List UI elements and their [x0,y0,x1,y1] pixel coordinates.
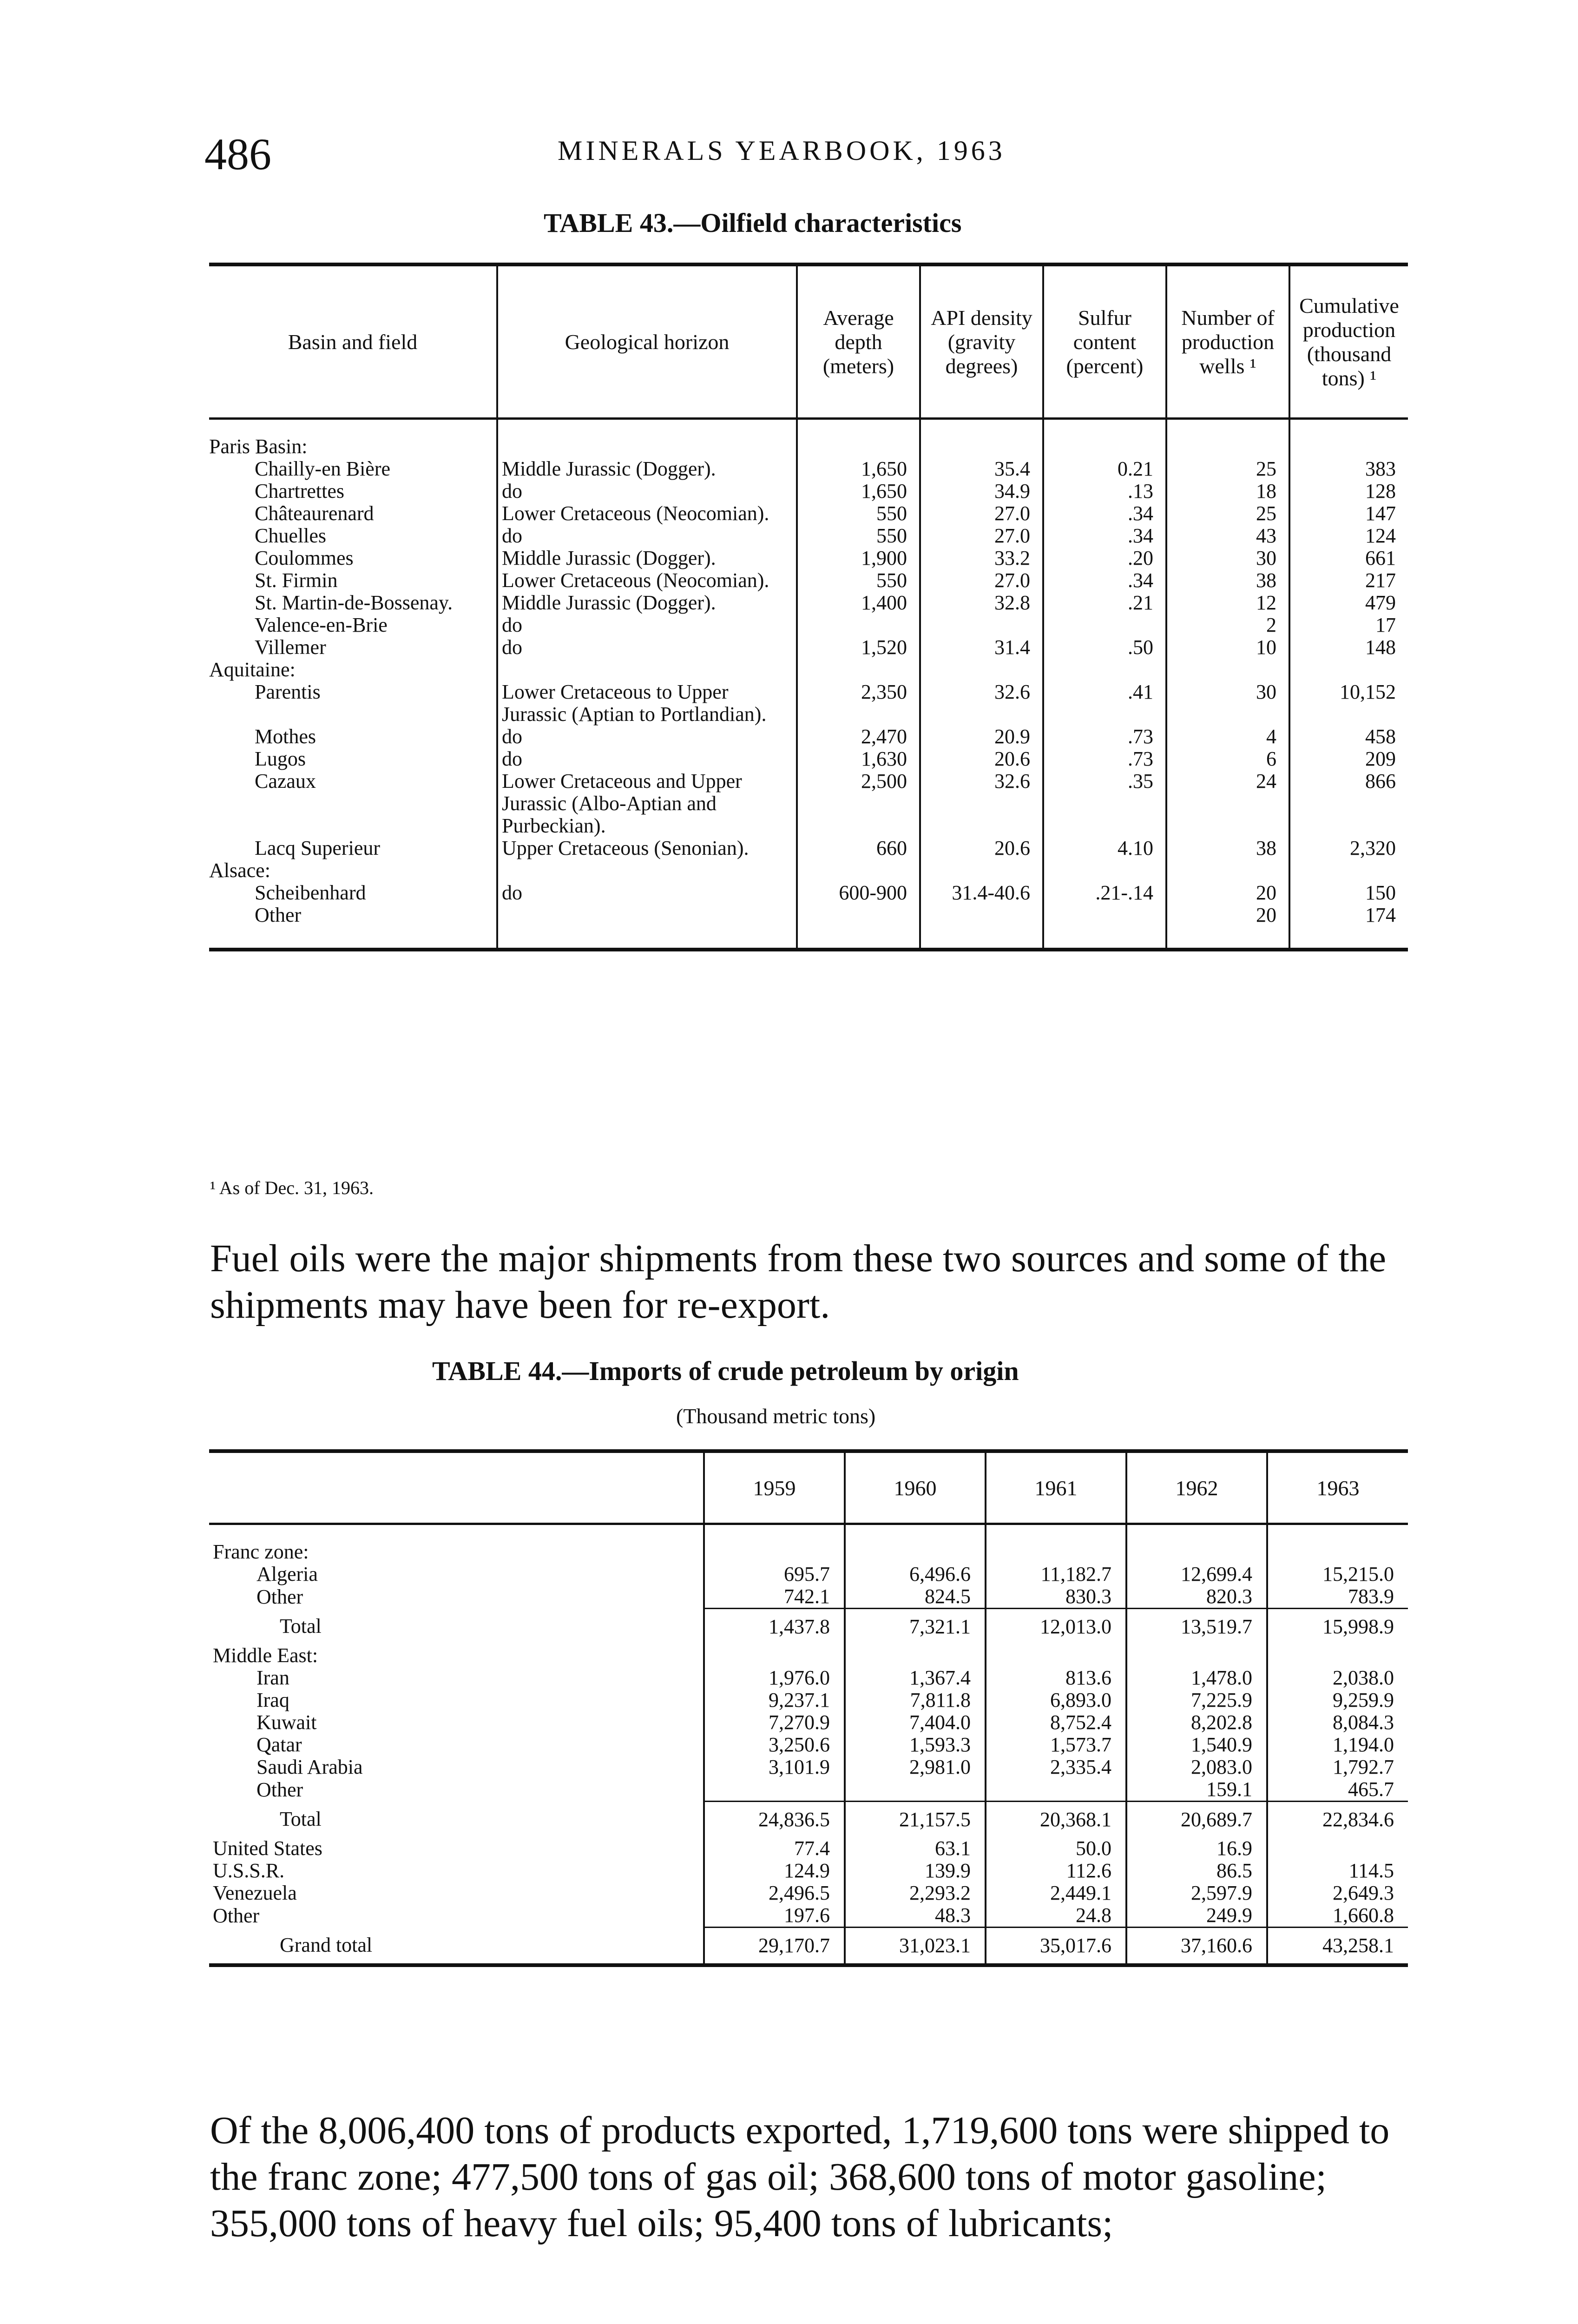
sulfur-cell: 4.10 [1043,837,1166,859]
table-row [209,770,1408,837]
sulfur-cell: .50 [1043,636,1166,659]
wells-cell: 4 [1166,726,1289,748]
field-name: Villemer [255,636,326,659]
wells-cell: 18 [1166,480,1289,502]
wells-cell: 25 [1166,502,1289,525]
group-row [209,1524,1408,1564]
cum-cell: 209 [1289,748,1408,770]
field-name: Other [255,904,302,926]
depth-cell: 2,350 [797,681,920,726]
column-header: Geological horizon [497,264,797,419]
geological-horizon: do [497,480,797,502]
geological-horizon: Lower Cretaceous and Upper Jurassic (Albo-Aptian and Purbeckian). [497,770,797,837]
empty-cell [1043,419,1166,458]
empty-cell [1267,1644,1408,1667]
depth-cell: 550 [797,569,920,592]
value-cell: 77.4 [704,1837,845,1860]
cum-cell: 147 [1289,502,1408,525]
sulfur-cell: 0.21 [1043,458,1166,480]
empty-cell [845,1524,986,1564]
value-cell: 2,597.9 [1126,1882,1267,1904]
wells-cell: 25 [1166,458,1289,480]
api-cell: 32.6 [920,681,1043,726]
table-row [209,614,1408,636]
depth-cell: 550 [797,525,920,547]
value-cell: 21,157.5 [845,1802,986,1838]
value-cell: 1,194.0 [1267,1734,1408,1756]
value-cell: 7,225.9 [1126,1689,1267,1711]
value-cell: 465.7 [1267,1778,1408,1802]
value-cell: 8,202.8 [1126,1711,1267,1734]
geological-horizon: do [497,525,797,547]
table-44-caption: TABLE 44.—Imports of crude petroleum by origin [432,1356,1019,1386]
empty-cell [497,659,797,681]
value-cell: 249.9 [1126,1904,1267,1928]
value-cell: 6,496.6 [845,1563,986,1585]
table-44-subtitle: (Thousand metric tons) [676,1404,876,1428]
cum-cell: 148 [1289,636,1408,659]
row-label: Total [280,1808,322,1831]
geological-horizon: do [497,636,797,659]
depth-cell [797,614,920,636]
sulfur-cell: .34 [1043,502,1166,525]
column-header: Cumulative production (thousand tons) ¹ [1289,264,1408,419]
value-cell: 63.1 [845,1837,986,1860]
value-cell: 2,038.0 [1267,1667,1408,1689]
cum-cell: 866 [1289,770,1408,837]
row-label: Other [213,1904,260,1927]
value-cell: 695.7 [704,1563,845,1585]
api-cell: 35.4 [920,458,1043,480]
value-cell: 11,182.7 [986,1563,1126,1585]
wells-cell: 43 [1166,525,1289,547]
value-cell: 830.3 [986,1585,1126,1609]
value-cell: 43,258.1 [1267,1928,1408,1966]
geological-horizon: do [497,726,797,748]
field-name: Lacq Superieur [255,837,380,859]
sulfur-cell: .34 [1043,525,1166,547]
table-row [209,480,1408,502]
value-cell: 7,270.9 [704,1711,845,1734]
depth-cell: 1,400 [797,592,920,614]
value-cell: 3,250.6 [704,1734,845,1756]
value-cell: 20,689.7 [1126,1802,1267,1838]
value-cell: 783.9 [1267,1585,1408,1609]
value-cell: 20,368.1 [986,1802,1126,1838]
empty-cell [797,859,920,882]
api-cell: 32.6 [920,770,1043,837]
api-cell: 27.0 [920,569,1043,592]
cum-cell: 2,320 [1289,837,1408,859]
empty-cell [497,859,797,882]
sulfur-cell: .73 [1043,748,1166,770]
row-label: Other [256,1778,303,1801]
empty-cell [1043,659,1166,681]
wells-cell: 24 [1166,770,1289,837]
api-cell: 27.0 [920,525,1043,547]
api-cell: 20.9 [920,726,1043,748]
cum-cell: 10,152 [1289,681,1408,726]
value-cell: 8,084.3 [1267,1711,1408,1734]
geological-horizon: Lower Cretaceous (Neocomian). [497,569,797,592]
cum-cell: 479 [1289,592,1408,614]
depth-cell: 1,630 [797,748,920,770]
year-header: 1959 [704,1451,845,1524]
group-row [209,419,1408,458]
empty-cell [797,419,920,458]
empty-cell [920,859,1043,882]
body-paragraph-1: Fuel oils were the major shipments from these two sources and some of the shipments may have been for re-export. [210,1237,1387,1327]
empty-cell [497,419,797,458]
sulfur-cell [1043,904,1166,950]
table-row [209,1837,1408,1860]
value-cell: 2,293.2 [845,1882,986,1904]
year-header: 1963 [1267,1451,1408,1524]
geological-horizon [497,904,797,950]
wells-cell: 20 [1166,882,1289,904]
empty-cell [1166,659,1289,681]
empty-cell [1126,1524,1267,1564]
table-row [209,1689,1408,1711]
value-cell [845,1778,986,1802]
sulfur-cell: .35 [1043,770,1166,837]
value-cell: 6,893.0 [986,1689,1126,1711]
cum-cell: 383 [1289,458,1408,480]
field-name: St. Martin-de-Bossenay. [255,591,453,614]
wells-cell: 10 [1166,636,1289,659]
geological-horizon: do [497,614,797,636]
empty-cell [845,1644,986,1667]
depth-cell: 1,900 [797,547,920,569]
sulfur-cell: .21 [1043,592,1166,614]
value-cell: 1,540.9 [1126,1734,1267,1756]
value-cell: 2,981.0 [845,1756,986,1778]
value-cell: 9,259.9 [1267,1689,1408,1711]
value-cell: 16.9 [1126,1837,1267,1860]
year-header: 1960 [845,1451,986,1524]
value-cell: 1,367.4 [845,1667,986,1689]
column-header: Average depth (meters) [797,264,920,419]
depth-cell: 550 [797,502,920,525]
sulfur-cell: .73 [1043,726,1166,748]
row-label: Saudi Arabia [256,1756,363,1778]
value-cell: 48.3 [845,1904,986,1928]
value-cell: 37,160.6 [1126,1928,1267,1966]
table-43-caption: TABLE 43.—Oilfield characteristics [544,208,962,238]
value-cell: 24,836.5 [704,1802,845,1838]
wells-cell: 30 [1166,681,1289,726]
table-row [209,1667,1408,1689]
cum-cell: 124 [1289,525,1408,547]
sulfur-cell: .41 [1043,681,1166,726]
table-row [209,525,1408,547]
total-row [209,1802,1408,1838]
wells-cell: 30 [1166,547,1289,569]
api-cell [920,904,1043,950]
table-row [209,569,1408,592]
cum-cell: 128 [1289,480,1408,502]
empty-cell [704,1644,845,1667]
cum-cell: 17 [1289,614,1408,636]
row-label: Total [280,1615,322,1638]
value-cell: 1,573.7 [986,1734,1126,1756]
table-row [209,592,1408,614]
wells-cell: 38 [1166,569,1289,592]
depth-cell: 2,470 [797,726,920,748]
table-row [209,636,1408,659]
empty-cell [1289,659,1408,681]
value-cell: 9,237.1 [704,1689,845,1711]
depth-cell: 1,650 [797,480,920,502]
table-43-footnote: ¹ As of Dec. 31, 1963. [210,1177,374,1198]
table-row [209,1563,1408,1585]
api-cell: 27.0 [920,502,1043,525]
wells-cell: 6 [1166,748,1289,770]
row-label: Kuwait [256,1711,317,1734]
wells-cell: 20 [1166,904,1289,950]
empty-cell [797,659,920,681]
field-name: Valence-en-Brie [255,614,388,636]
empty-cell [1043,859,1166,882]
field-name: Châteaurenard [255,502,374,525]
table-row [209,1778,1408,1802]
geological-horizon: Middle Jurassic (Dogger). [497,547,797,569]
value-cell: 24.8 [986,1904,1126,1928]
value-cell: 31,023.1 [845,1928,986,1966]
cum-cell: 217 [1289,569,1408,592]
empty-cell [1289,419,1408,458]
total-row [209,1928,1408,1966]
field-name: Chailly-en Bière [255,457,391,480]
value-cell: 12,013.0 [986,1609,1126,1645]
column-header [209,1451,704,1524]
table-row [209,1734,1408,1756]
cum-cell: 661 [1289,547,1408,569]
value-cell: 1,660.8 [1267,1904,1408,1928]
group-label: Paris Basin: [209,435,308,458]
depth-cell [797,904,920,950]
empty-cell [1166,859,1289,882]
value-cell: 2,649.3 [1267,1882,1408,1904]
column-header: API density (gravity degrees) [920,264,1043,419]
field-name: Chartrettes [255,480,345,502]
group-row [209,859,1408,882]
value-cell: 1,792.7 [1267,1756,1408,1778]
wells-cell: 2 [1166,614,1289,636]
field-name: Mothes [255,725,316,748]
wells-cell: 12 [1166,592,1289,614]
year-header: 1962 [1126,1451,1267,1524]
depth-cell: 660 [797,837,920,859]
row-label: Venezuela [213,1882,297,1904]
table-row [209,1756,1408,1778]
row-label: Iran [256,1666,289,1689]
geological-horizon: do [497,748,797,770]
value-cell: 2,083.0 [1126,1756,1267,1778]
field-name: St. Firmin [255,569,338,592]
empty-cell [920,419,1043,458]
api-cell: 31.4-40.6 [920,882,1043,904]
table-row [209,1904,1408,1928]
depth-cell: 1,520 [797,636,920,659]
value-cell: 7,321.1 [845,1609,986,1645]
geological-horizon: Middle Jurassic (Dogger). [497,592,797,614]
field-name: Scheibenhard [255,881,366,904]
api-cell [920,614,1043,636]
group-row [209,659,1408,681]
empty-cell [986,1524,1126,1564]
sulfur-cell [1043,614,1166,636]
geological-horizon: do [497,882,797,904]
table-row [209,547,1408,569]
value-cell: 8,752.4 [986,1711,1126,1734]
field-name: Chuelles [255,524,326,547]
api-cell: 20.6 [920,837,1043,859]
body-paragraph-2: Of the 8,006,400 tons of products exported, 1,719,600 tons were shipped to the franc zone; 477,500 tons of gas oil; 368,600 tons of motor gasoline; 355,000 tons of heavy fuel oils; 95,400 tons of lubricants; [210,2109,1390,2245]
group-label: Alsace: [209,859,270,882]
value-cell: 824.5 [845,1585,986,1609]
wells-cell: 38 [1166,837,1289,859]
value-cell: 112.6 [986,1860,1126,1882]
table-row [209,726,1408,748]
row-label: Qatar [256,1733,302,1756]
table-row [209,882,1408,904]
table-row [209,1711,1408,1734]
table-row [209,1882,1408,1904]
row-label: Iraq [256,1689,289,1711]
table-row [209,502,1408,525]
geological-horizon: Upper Cretaceous (Senonian). [497,837,797,859]
year-header: 1961 [986,1451,1126,1524]
column-header: Sulfur content (percent) [1043,264,1166,419]
empty-cell [1267,1524,1408,1564]
value-cell: 86.5 [1126,1860,1267,1882]
api-cell: 32.8 [920,592,1043,614]
field-name: Coulommes [255,547,354,569]
sulfur-cell: .13 [1043,480,1166,502]
value-cell: 7,404.0 [845,1711,986,1734]
value-cell: 50.0 [986,1837,1126,1860]
value-cell [1267,1837,1408,1860]
cum-cell: 458 [1289,726,1408,748]
empty-cell [1166,419,1289,458]
column-header: Basin and field [288,330,418,354]
table-row [209,458,1408,480]
value-cell: 159.1 [1126,1778,1267,1802]
group-label: Middle East: [213,1644,318,1667]
value-cell: 12,699.4 [1126,1563,1267,1585]
running-title: MINERALS YEARBOOK, 1963 [558,135,1006,166]
value-cell: 15,998.9 [1267,1609,1408,1645]
sulfur-cell: .34 [1043,569,1166,592]
depth-cell: 1,650 [797,458,920,480]
group-label: Aquitaine: [209,658,296,681]
value-cell: 742.1 [704,1585,845,1609]
oilfield-characteristics-table [209,263,1408,951]
value-cell: 1,976.0 [704,1667,845,1689]
table-row [209,748,1408,770]
row-label: Other [256,1585,303,1608]
empty-cell [704,1524,845,1564]
row-label: Grand total [280,1934,373,1957]
table-row [209,1585,1408,1609]
value-cell: 1,593.3 [845,1734,986,1756]
value-cell: 29,170.7 [704,1928,845,1966]
empty-cell [1126,1644,1267,1667]
api-cell: 31.4 [920,636,1043,659]
table-row [209,837,1408,859]
value-cell: 2,496.5 [704,1882,845,1904]
row-label: U.S.S.R. [213,1859,285,1882]
table-row [209,904,1408,950]
sulfur-cell: .21-.14 [1043,882,1166,904]
value-cell: 139.9 [845,1860,986,1882]
value-cell: 124.9 [704,1860,845,1882]
row-label: Algeria [256,1563,318,1585]
value-cell: 3,101.9 [704,1756,845,1778]
field-name: Parentis [255,680,321,703]
value-cell: 2,335.4 [986,1756,1126,1778]
value-cell: 197.6 [704,1904,845,1928]
value-cell: 1,478.0 [1126,1667,1267,1689]
depth-cell: 2,500 [797,770,920,837]
value-cell: 820.3 [1126,1585,1267,1609]
empty-cell [1289,859,1408,882]
value-cell: 114.5 [1267,1860,1408,1882]
value-cell [704,1778,845,1802]
value-cell: 35,017.6 [986,1928,1126,1966]
table-row [209,1860,1408,1882]
value-cell [986,1778,1126,1802]
value-cell: 13,519.7 [1126,1609,1267,1645]
cum-cell: 150 [1289,882,1408,904]
value-cell: 2,449.1 [986,1882,1126,1904]
group-label: Franc zone: [213,1540,309,1563]
group-row [209,1644,1408,1667]
field-name: Lugos [255,747,306,770]
empty-cell [920,659,1043,681]
cum-cell: 174 [1289,904,1408,950]
page-number: 486 [204,129,271,179]
table-row [209,681,1408,726]
column-header: Number of production wells ¹ [1166,264,1289,419]
geological-horizon: Middle Jurassic (Dogger). [497,458,797,480]
sulfur-cell: .20 [1043,547,1166,569]
geological-horizon: Lower Cretaceous to Upper Jurassic (Aptian to Portlandian). [497,681,797,726]
field-name: Cazaux [255,770,316,792]
crude-imports-table [209,1449,1408,1967]
depth-cell: 600-900 [797,882,920,904]
empty-cell [986,1644,1126,1667]
total-row [209,1609,1408,1645]
value-cell: 813.6 [986,1667,1126,1689]
api-cell: 34.9 [920,480,1043,502]
value-cell: 7,811.8 [845,1689,986,1711]
api-cell: 20.6 [920,748,1043,770]
value-cell: 22,834.6 [1267,1802,1408,1838]
row-label: United States [213,1837,322,1860]
geological-horizon: Lower Cretaceous (Neocomian). [497,502,797,525]
value-cell: 1,437.8 [704,1609,845,1645]
api-cell: 33.2 [920,547,1043,569]
value-cell: 15,215.0 [1267,1563,1408,1585]
